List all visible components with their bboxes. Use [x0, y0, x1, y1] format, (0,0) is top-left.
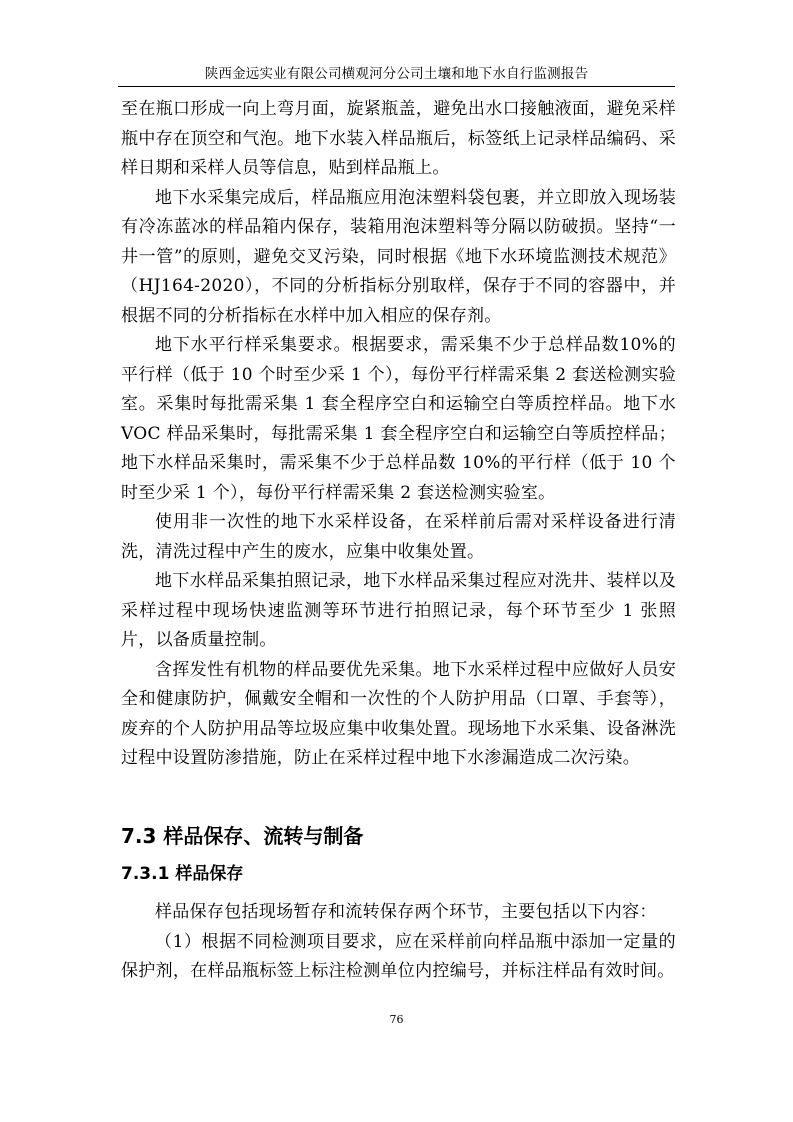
- subsection-heading: 7.3.1 样品保存: [121, 864, 244, 884]
- paragraph-continuation: 至在瓶口形成一向上弯月面，旋紧瓶盖，避免出水口接触液面，避免采样瓶中存在顶空和气泡。地下水装入样品瓶后，标签纸上记录样品编码、采样日期和采样人员等信息，贴到样品瓶上。: [121, 99, 676, 178]
- paragraph-photo-record: 地下水样品采集拍照记录，地下水样品采集过程应对洗井、装样以及采样过程中现场快速监测等环节进行拍照记录，每个环节至少 1 张照片，以备质量控制。: [121, 571, 676, 650]
- page-number: 76: [389, 1013, 404, 1026]
- paragraph-storage-item-1: （1）根据不同检测项目要求，应在采样前向样品瓶中添加一定量的保护剂，在样品瓶标签上标注检测单位内控编号，并标注样品有效时间。: [121, 931, 676, 981]
- section-heading: 7.3 样品保存、流转与制备: [121, 824, 364, 848]
- paragraph-storage: 地下水采集完成后，样品瓶应用泡沫塑料袋包裹，并立即放入现场装有冷冻蓝冰的样品箱内保存，装箱用泡沫塑料等分隔以防破损。坚持“一井一管”的原则，避免交叉污染，同时根据《地下水环境监测技术规范》（HJ164-2020），不同的分析指标分别取样，保存于不同的容器中，并根据不同的分析指标在水样中加入相应的保存剂。: [121, 187, 676, 326]
- body-text-top: [121, 95, 676, 774]
- paragraph-equipment-cleaning: 使用非一次性的地下水采样设备，在采样前后需对采样设备进行清洗，清洗过程中产生的废水，应集中收集处置。: [121, 512, 676, 562]
- page-header: 陕西金远实业有限公司横观河分公司土壤和地下水自行监测报告: [118, 62, 675, 87]
- paragraph-parallel-samples: 地下水平行样采集要求。根据要求，需采集不少于总样品数10%的平行样（低于 10 个时至少采 1 个），每份平行样需采集 2 套送检测实验室。采集时每批需采集 1 套全程序空白和运输空白等质控样品。地下水 VOC 样品采集时，每批需采集 1 套全程序空白和运输空白等质控样品；地下水样品采集时，需采集不少于总样品数 10%的平行样（低于 10 个时至少采 1 个），每份平行样需采集 2 套送检测实验室。: [121, 335, 676, 503]
- body-text-bottom: [121, 898, 676, 987]
- paragraph-storage-intro: 样品保存包括现场暂存和流转保存两个环节，主要包括以下内容：: [155, 902, 657, 922]
- paragraph-volatile-priority: 含挥发性有机物的样品要优先采集。地下水采样过程中应做好人员安全和健康防护，佩戴安全帽和一次性的个人防护用品（口罩、手套等），废弃的个人防护用品等垃圾应集中收集处置。现场地下水采集、设备淋洗过程中设置防渗措施，防止在采样过程中地下水渗漏造成二次污染。: [121, 659, 676, 768]
